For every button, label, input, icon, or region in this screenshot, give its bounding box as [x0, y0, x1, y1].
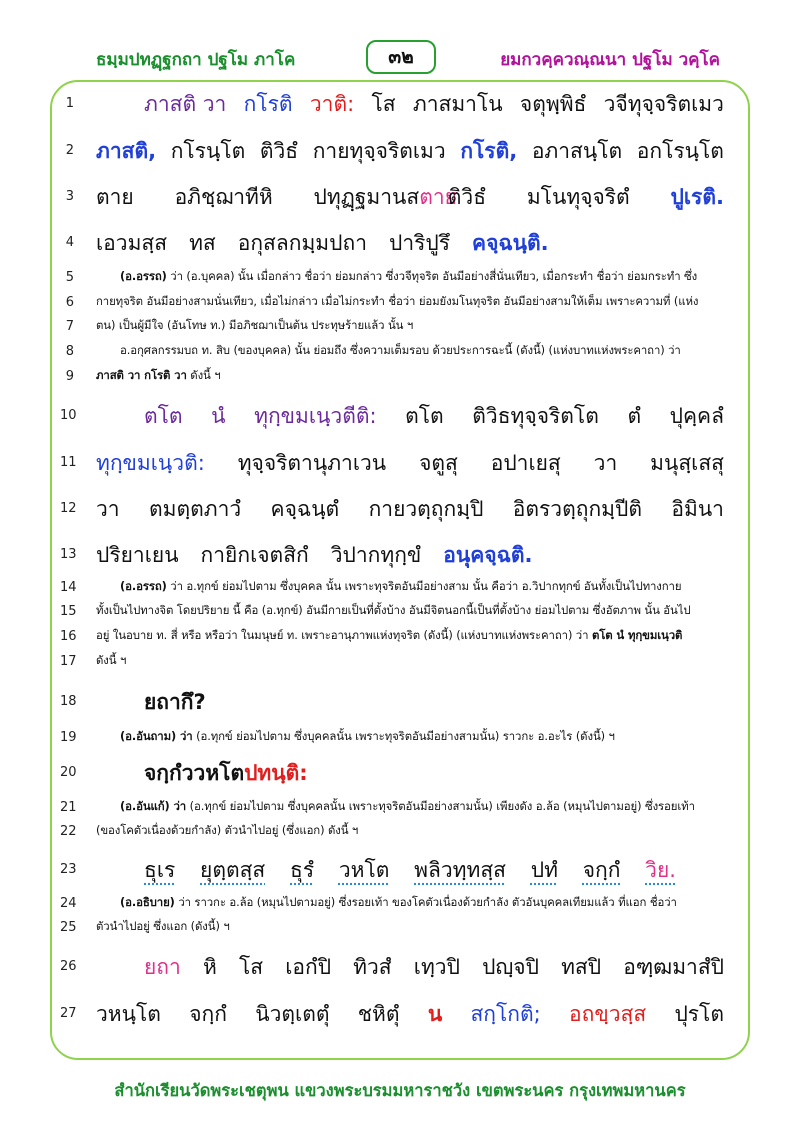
pali-term: ตาย — [419, 185, 457, 209]
pali-word: วหโต — [338, 858, 390, 882]
line-number: 6 — [65, 295, 74, 310]
translation-line — [96, 627, 724, 645]
pali-term: ปูเรติ. — [670, 185, 724, 209]
translation-line — [96, 728, 724, 746]
pali-word: อกโรนฺโต — [636, 139, 724, 163]
translation-text: ดังนี้ ฯ — [190, 368, 221, 382]
pali-word: อภิชฺฌาทีหิ — [174, 185, 273, 209]
pali-word: ตํ — [627, 404, 642, 428]
text-line — [96, 539, 724, 572]
text-line — [96, 447, 724, 480]
pali-word: โส — [238, 955, 264, 979]
pali-word: อฑฺฒมาสํปิ — [623, 955, 724, 979]
pali-term: สกฺโกติ; — [470, 1002, 541, 1026]
translation-line — [96, 317, 724, 335]
pali-word: จกฺกํ — [582, 858, 621, 882]
pali-word: มโนทุจฺจริตํ — [526, 185, 630, 209]
label-attha: (อ.อรรถ) — [120, 269, 167, 283]
line-number: 19 — [60, 730, 77, 745]
pali-word: ทิวสํ — [353, 955, 392, 979]
pali-word: เทฺวปิ — [413, 955, 460, 979]
pali-word: อปาเยสุ — [490, 451, 561, 475]
pali-word: ชหิตุํ — [357, 1002, 400, 1026]
pali-word: วิปากทุกฺขํ — [330, 543, 422, 567]
pali-word: ติวิธทุจฺจริตโต — [472, 404, 599, 428]
line-number: 10 — [60, 408, 77, 423]
pali-word: วา — [593, 451, 618, 475]
pali-quote: ภาสติ วา กโรติ วา — [96, 368, 187, 382]
pali-word: อกุสลกมฺมปถา — [237, 231, 367, 255]
pali-word: ทสปิ — [561, 955, 602, 979]
pali-term: ทุกฺขมเนฺวติ: — [96, 451, 205, 475]
pali-word: วจีทุจฺจริตเมว — [603, 92, 724, 116]
pali-word — [314, 181, 457, 214]
line-number: 4 — [65, 235, 74, 250]
label-explanation: (อ.อธิบาย) — [120, 895, 175, 909]
pali-word: โส — [371, 92, 396, 116]
pali-word: ปุคฺคลํ — [669, 404, 724, 428]
pali-word: ภาสมาโน — [412, 92, 503, 116]
translation-line — [96, 822, 724, 840]
pali-term: อถขฺวสฺส — [569, 1002, 647, 1026]
pali-word: ติวิธํ — [259, 139, 299, 163]
line-number: 5 — [65, 270, 74, 285]
text-line — [96, 686, 724, 719]
text-line — [96, 135, 724, 168]
translation-line — [96, 918, 724, 936]
line-number: 12 — [60, 501, 77, 516]
pali-word: นิวตฺเตตุํ — [255, 1002, 330, 1026]
translation-text: ตัวนำไปอยู่ ซึ่งแอก (ดังนี้) ฯ — [96, 919, 230, 933]
pali-word: กายทุจฺจริตเมว — [312, 139, 446, 163]
line-number: 11 — [60, 455, 77, 470]
pali-word: ธุรํ — [290, 858, 315, 882]
pali-term: ปทนฺติ: — [244, 761, 308, 785]
translation-line — [96, 798, 724, 816]
pali-term: นํ — [211, 404, 226, 428]
pali-term: ภาสติ วา — [144, 92, 227, 116]
translation-text: ว่า ราวกะ อ.ล้อ (หมุนไปตามอยู่) ซึ่งรอยเท้า ของโคตัวเนื่องด้วยกำลัง ตัวอันบุคคลเทียมแล้ว ที่แอก ชื่อว่า — [178, 895, 677, 909]
pali-word: ปาริปูรึ — [389, 231, 451, 255]
pali-word: ติวิธํ — [447, 185, 487, 209]
pali-word: อภาสนฺโต — [531, 139, 623, 163]
translation-text: อ.อกุศลกรรมบถ ท. สิบ (ของบุคคล) นั้น ย่อมถึง ซึ่งความเต็มรอบ ด้วยประการฉะนี้ (ดังนี้) (แห่งบาทแห่งพระคาถา) ว่า — [120, 343, 681, 357]
pali-word: ตาย — [96, 185, 134, 209]
pali-word: ตมตฺตภาวํ — [148, 497, 242, 521]
translation-text: ทั้งเป็นไปทางจิต โดยปริยาย นี้ คือ (อ.ทุกข์) อันมีกายเป็นที่ตั้งบ้าง อันมีจิตนอกนี้เป็นที่ตั้งบ้าง ย่อมไปตาม ซึ่งอัตภาพ นั้น อันไป — [96, 603, 691, 617]
pali-term: อนุคจฺฉติ. — [443, 543, 533, 567]
translation-line — [96, 293, 724, 311]
translation-text: (ของโคตัวเนื่องด้วยกำลัง) ตัวนำไปอยู่ (ซึ่งแอก) ดังนี้ ฯ — [96, 823, 359, 837]
pali-word: อิตรวตฺถุกมฺปีติ — [512, 497, 642, 521]
label-question: (อ.อันถาม) ว่า — [120, 729, 193, 743]
header-left-title: ธมฺมปทฏฺฐกถา ปฐโม ภาโค — [96, 50, 296, 70]
pali-term: ตโต — [144, 404, 183, 428]
pali-word: กายิกเจตสิกํ — [200, 543, 309, 567]
translation-text: ตน) เป็นผู้มีใจ (อันโทษ ท.) มีอภิชฌาเป็นต้น ประทุษร้ายแล้ว นั้น ฯ — [96, 318, 414, 332]
line-number: 7 — [65, 319, 74, 334]
pali-term: ทุกฺขมเนฺวตีติ: — [254, 404, 377, 428]
pali-word: จตูสุ — [419, 451, 458, 475]
pali-term: น — [427, 1002, 443, 1026]
pali-word: กายวตฺถุกมฺปิ — [368, 497, 484, 521]
pali-word: ทส — [189, 231, 216, 255]
pali-term: คจฺฉนฺติ. — [472, 231, 549, 255]
pali-word: วหโต — [193, 761, 245, 785]
translation-text: ว่า (อ.บุคคล) นั้น เมื่อกล่าว ชื่อว่า ย่อมกล่าว ซึ่งวจีทุจริต อันมีอย่างสี่นั่นเทียว, เมื่อกระทำ ชื่อว่า ย่อมกระทำ ซึ่ง — [170, 269, 698, 283]
translation-line — [96, 578, 724, 596]
text-line — [96, 757, 724, 790]
pali-question: ยถากึ? — [144, 690, 206, 714]
pali-word: จกฺกํ — [189, 1002, 227, 1026]
text-line — [96, 998, 724, 1031]
line-number: 24 — [60, 896, 77, 911]
pali-word: ยุตฺตสฺส — [200, 858, 266, 882]
line-number: 16 — [60, 629, 77, 644]
pali-word: คจฺฉนฺตํ — [270, 497, 340, 521]
pali-term: กโรติ — [243, 92, 293, 116]
pali-word: ปริยาเยน — [96, 543, 179, 567]
header-right-title: ยมกวคฺควณฺณนา ปฐโม วคฺโค — [500, 50, 720, 70]
pali-word: ปญฺจปิ — [482, 955, 539, 979]
line-number: 8 — [65, 344, 74, 359]
pali-word: จกฺกํว — [144, 761, 194, 785]
pali-word: จตุพฺพิธํ — [519, 92, 587, 116]
footer-institution: สำนักเรียนวัดพระเชตุพน แขวงพระบรมมหาราชวัง เขตพระนคร กรุงเทพมหานคร — [114, 1081, 686, 1100]
pali-word: มนุสฺเสสุ — [650, 451, 724, 475]
line-number: 3 — [65, 189, 74, 204]
line-number: 15 — [60, 604, 77, 619]
text-line — [96, 400, 724, 433]
translation-text: (อ.ทุกข์ ย่อมไปตาม ซึ่งบุคคลนั้น เพราะทุจริตอันมีอย่างสามนั้น) เพียงดัง อ.ล้อ (หมุนไปตามอยู่) ซึ่งรอยเท้า — [189, 799, 695, 813]
pali-word: ปุรโต — [674, 1002, 724, 1026]
text-line — [96, 951, 724, 984]
pali-word: กโรนฺโต — [170, 139, 246, 163]
line-number: 18 — [60, 694, 77, 709]
text-line — [96, 854, 676, 887]
pali-quote: ตโต นํ ทุกฺขมเนฺวติ — [591, 628, 683, 642]
pali-word: วา — [96, 497, 120, 521]
line-number: 26 — [60, 959, 77, 974]
pali-word: ธุเร — [144, 858, 176, 882]
line-number: 21 — [60, 800, 77, 815]
line-number: 25 — [60, 920, 77, 935]
pali-word: เอวมสฺส — [96, 231, 168, 255]
label-answer: (อ.อันแก้) ว่า — [120, 799, 187, 813]
pali-word: ตโต — [405, 404, 444, 428]
pali-word: หิ — [202, 955, 217, 979]
pali-term: วาติ: — [309, 92, 355, 116]
line-number: 22 — [60, 824, 77, 839]
pali-term: ภาสติ, — [96, 139, 157, 163]
line-number: 20 — [60, 765, 77, 780]
translation-line — [96, 894, 724, 912]
translation-text: ดังนี้ ฯ — [96, 653, 127, 667]
pali-term: วิย. — [645, 858, 676, 882]
text-line — [96, 227, 724, 260]
pali-word-stem: ปทุฏฺฐมานส — [313, 185, 420, 209]
line-number: 1 — [65, 96, 74, 111]
translation-line — [96, 652, 724, 670]
pali-word: วหนฺโต — [96, 1002, 161, 1026]
pali-word: พลิวทฺทสฺส — [414, 858, 506, 882]
pali-word: เอกํปิ — [285, 955, 332, 979]
line-number: 27 — [60, 1006, 77, 1021]
label-attha: (อ.อรรถ) — [120, 579, 167, 593]
pali-term: ยถา — [144, 955, 181, 979]
line-number: 9 — [65, 369, 74, 384]
line-number: 14 — [60, 580, 77, 595]
text-line — [96, 493, 724, 526]
translation-line — [96, 342, 724, 360]
pali-word: ปทํ — [530, 858, 558, 882]
translation-line — [96, 268, 724, 286]
pali-term: กโรติ, — [460, 139, 518, 163]
line-number: 13 — [60, 547, 77, 562]
translation-text: กายทุจริต อันมีอย่างสามนั่นเทียว, เมื่อไม่กล่าว เมื่อไม่กระทำ ชื่อว่า ย่อมยังมโนทุจริต อันมีอย่างสามให้เต็ม เพราะความที่ (แห่ง — [96, 294, 699, 308]
line-number: 2 — [65, 143, 74, 158]
translation-text: ว่า อ.ทุกข์ ย่อมไปตาม ซึ่งบุคคล นั้น เพราะทุจริตอันมีอย่างสาม นั้น คือว่า อ.วิปากทุกข์ อันทั้งเป็นไปทางกาย — [170, 579, 682, 593]
page-number-box: ๓๒ — [366, 40, 436, 74]
text-line — [96, 181, 724, 214]
pali-word: อิมินา — [671, 497, 724, 521]
pali-word: ทุจฺจริตานุภาเวน — [237, 451, 387, 475]
text-line — [96, 88, 724, 121]
translation-line — [96, 602, 724, 620]
translation-text: อยู่ ในอบาย ท. สี่ หรือ หรือว่า ในมนุษย์ ท. เพราะอานุภาพแห่งทุจริต (ดังนี้) (แห่งบาทแห่งพระคาถา) ว่า — [96, 628, 589, 642]
translation-line — [96, 367, 724, 385]
line-number: 23 — [60, 862, 77, 877]
line-number: 17 — [60, 654, 77, 669]
translation-text: (อ.ทุกข์ ย่อมไปตาม ซึ่งบุคคลนั้น เพราะทุจริตอันมีอย่างสามนั้น) ราวกะ อ.อะไร (ดังนี้) ฯ — [196, 729, 615, 743]
